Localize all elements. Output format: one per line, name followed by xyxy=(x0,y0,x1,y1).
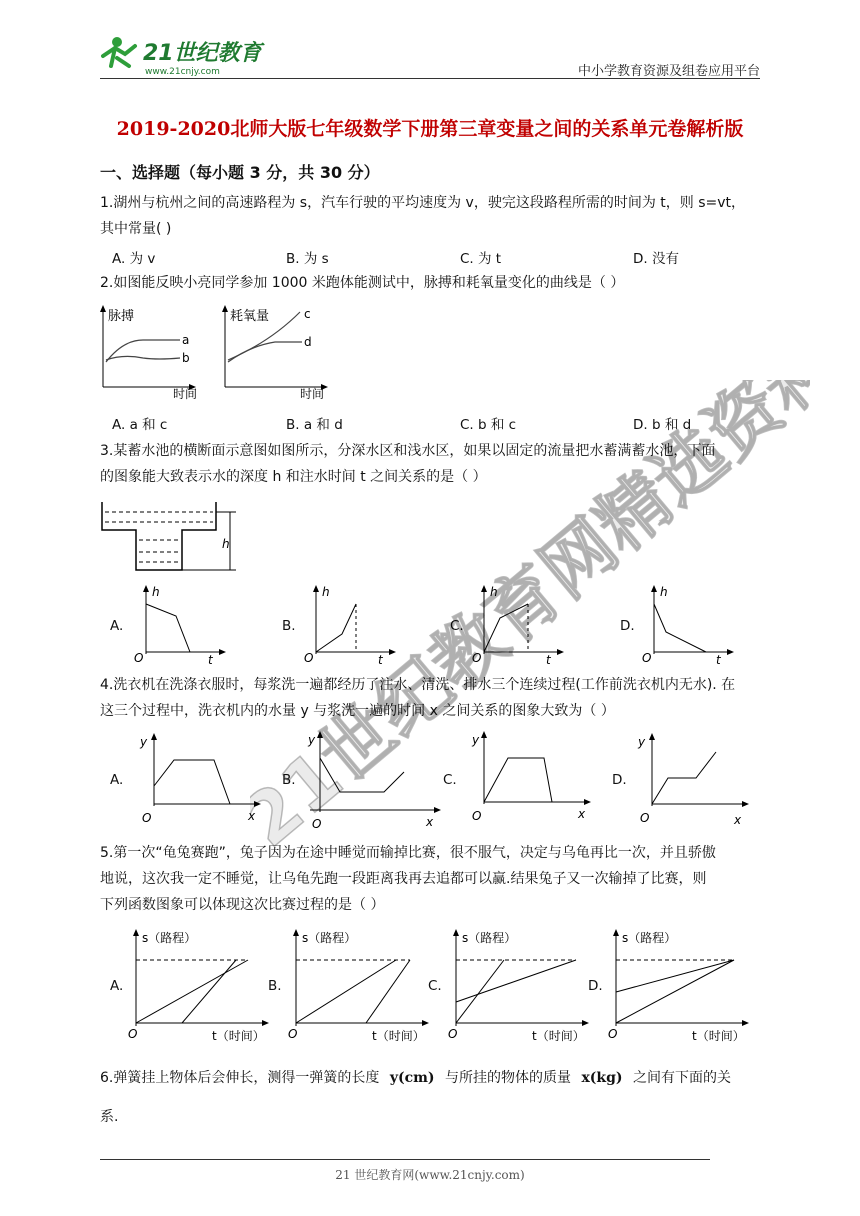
svg-text:t: t xyxy=(378,653,383,666)
option-a: A. 为 v xyxy=(112,251,156,267)
footer-text: 21 世纪教育网(www.21cnjy.com) xyxy=(335,1168,525,1182)
q4-graph-b xyxy=(300,728,444,828)
q3-graph-d xyxy=(636,582,736,666)
svg-text:y: y xyxy=(308,733,316,747)
svg-text:t: t xyxy=(208,653,213,666)
svg-text:O: O xyxy=(312,817,322,828)
question-3 xyxy=(100,438,760,490)
svg-text:O: O xyxy=(472,809,482,823)
svg-text:21世纪教育网精选资料: 21世纪教育网精选资料 xyxy=(250,380,810,864)
question-5 xyxy=(100,840,760,918)
option-a: A. xyxy=(110,978,124,994)
question-2: 2.如图能反映小亮同学参加 1000 米跑体能测试中，脉搏和耗氧量变化的曲线是（ ） xyxy=(100,275,625,291)
site-logo xyxy=(95,30,275,78)
header-divider xyxy=(100,78,760,79)
option-d: D. xyxy=(612,772,627,788)
option-c: C. 为 t xyxy=(460,251,502,267)
svg-text:b: b xyxy=(182,351,190,365)
svg-text:y: y xyxy=(472,733,480,747)
option-d: D. xyxy=(588,978,603,994)
option-b: B. a 和 d xyxy=(286,417,343,433)
option-d: D. b 和 d xyxy=(633,417,692,433)
question-text: 其中常量( ) xyxy=(100,221,172,237)
svg-text:t（时间）: t（时间） xyxy=(212,1029,265,1043)
question-text: 地说，这次我一定不睡觉，让乌龟先跑一段距离我再去追都可以赢.结果兔子又一次输掉了比赛，则 xyxy=(100,871,707,887)
svg-text:c: c xyxy=(304,307,311,321)
svg-text:t（时间）: t（时间） xyxy=(372,1029,425,1043)
option-c: C. xyxy=(450,618,464,634)
question-text: 的图象能大致表示水的深度 h 和注水时间 t 之间关系的是（ ） xyxy=(100,469,487,485)
q4-graph-d xyxy=(632,730,752,828)
svg-text:h: h xyxy=(222,537,230,551)
question-text: 这三个过程中，洗衣机内的水量 y 与浆洗一遍的时间 x 之间关系的图象大致为（ ） xyxy=(100,703,615,719)
option-b: B. xyxy=(282,772,296,788)
svg-text:时间: 时间 xyxy=(173,387,198,401)
option-a: A. a 和 c xyxy=(112,417,168,433)
svg-text:脉搏: 脉搏 xyxy=(108,309,135,324)
svg-text:21世纪教育: 21世纪教育 xyxy=(143,41,262,66)
option-d: D. 没有 xyxy=(633,251,679,267)
q4-graph-a xyxy=(134,730,264,826)
svg-text:O: O xyxy=(640,811,650,825)
svg-text:x: x xyxy=(248,809,256,823)
svg-text:d: d xyxy=(304,335,312,349)
option-c: C. xyxy=(443,772,457,788)
document-title: 2019-2020北师大版七年级数学下册第三章变量之间的关系单元卷解析版 xyxy=(116,118,744,140)
svg-text:x: x xyxy=(734,813,742,827)
question-6: 6.弹簧挂上物体后会伸长，测得一弹簧的长度 y(cm) 与所挂的物体的质量 x(kg) 之间有下面的关 xyxy=(100,1070,731,1086)
svg-text:耗氧量: 耗氧量 xyxy=(230,309,270,324)
svg-text:t: t xyxy=(716,653,721,666)
svg-text:s（路程）: s（路程） xyxy=(622,931,677,945)
svg-text:h: h xyxy=(490,585,498,599)
q5-graph-c xyxy=(446,926,594,1044)
option-d: D. xyxy=(620,618,635,634)
q5-graph-a xyxy=(126,926,274,1044)
q3-graph-a xyxy=(128,582,228,666)
math-expression: y(cm) xyxy=(389,1070,435,1086)
q5-graph-b xyxy=(286,926,434,1044)
q3-graph-c xyxy=(466,582,566,666)
svg-text:a: a xyxy=(182,333,190,347)
svg-text:O: O xyxy=(608,1027,618,1041)
option-c: C. xyxy=(428,978,442,994)
svg-text:x: x xyxy=(578,807,586,821)
svg-text:s（路程）: s（路程） xyxy=(302,931,357,945)
question-6-continued: 系. xyxy=(100,1109,119,1125)
svg-text:www.21cnjy.com: www.21cnjy.com xyxy=(145,67,220,77)
math-expression: x(kg) xyxy=(581,1070,623,1086)
section-heading: 一、选择题（每小题 3 分，共 30 分） xyxy=(100,163,380,182)
q5-graph-d xyxy=(606,926,754,1044)
question-text: 3.某蓄水池的横断面示意图如图所示，分深水区和浅水区，如果以固定的流量把水蓄满蓄水池，下面 xyxy=(100,443,716,459)
svg-text:y: y xyxy=(638,735,646,749)
question-text: 4.洗衣机在洗涤衣服时，每浆洗一遍都经历了注水、清洗、排水三个连续过程(工作前洗衣机内无水). 在 xyxy=(100,677,736,693)
svg-text:时间: 时间 xyxy=(300,387,325,401)
svg-text:x: x xyxy=(426,815,434,828)
question-text: 下列函数图象可以体现这次比赛过程的是（ ） xyxy=(100,897,385,913)
q3-graph-b xyxy=(298,582,398,666)
option-a: A. xyxy=(110,618,124,634)
svg-text:s（路程）: s（路程） xyxy=(142,931,197,945)
pulse-graph xyxy=(100,305,197,401)
svg-text:O: O xyxy=(448,1027,458,1041)
option-a: A. xyxy=(110,772,124,788)
question-4 xyxy=(100,672,760,724)
svg-text:O: O xyxy=(288,1027,298,1041)
question-1 xyxy=(100,190,760,242)
svg-text:O: O xyxy=(134,651,144,665)
svg-text:s（路程）: s（路程） xyxy=(462,931,517,945)
footer-divider xyxy=(100,1159,710,1160)
oxygen-graph xyxy=(222,305,328,401)
platform-name: 中小学教育资源及组卷应用平台 xyxy=(577,64,760,79)
option-b: B. xyxy=(282,618,296,634)
svg-text:O: O xyxy=(472,651,482,665)
svg-text:O: O xyxy=(142,811,152,825)
question-text: 5.第一次“龟兔赛跑”，兔子因为在途中睡觉而输掉比赛，很不服气，决定与乌龟再比一次，并且骄傲 xyxy=(100,845,716,861)
svg-text:t: t xyxy=(546,653,551,666)
option-b: B. 为 s xyxy=(286,251,329,267)
svg-text:h: h xyxy=(152,585,160,599)
svg-text:h: h xyxy=(660,585,668,599)
svg-text:O: O xyxy=(304,651,314,665)
option-c: C. b 和 c xyxy=(460,417,517,433)
runner-icon xyxy=(103,37,135,66)
svg-text:O: O xyxy=(642,651,652,665)
question-text: 1.湖州与杭州之间的高速路程为 s，汽车行驶的平均速度为 v，驶完这段路程所需的时间为 t，则 s=vt， xyxy=(100,195,746,211)
svg-text:y: y xyxy=(140,735,148,749)
svg-text:O: O xyxy=(128,1027,138,1041)
svg-text:t（时间）: t（时间） xyxy=(692,1029,745,1043)
svg-text:t（时间）: t（时间） xyxy=(532,1029,585,1043)
svg-text:h: h xyxy=(322,585,330,599)
q2-graphs xyxy=(98,302,338,402)
reservoir-diagram xyxy=(100,500,240,572)
q4-graph-c xyxy=(464,728,594,824)
option-b: B. xyxy=(268,978,282,994)
